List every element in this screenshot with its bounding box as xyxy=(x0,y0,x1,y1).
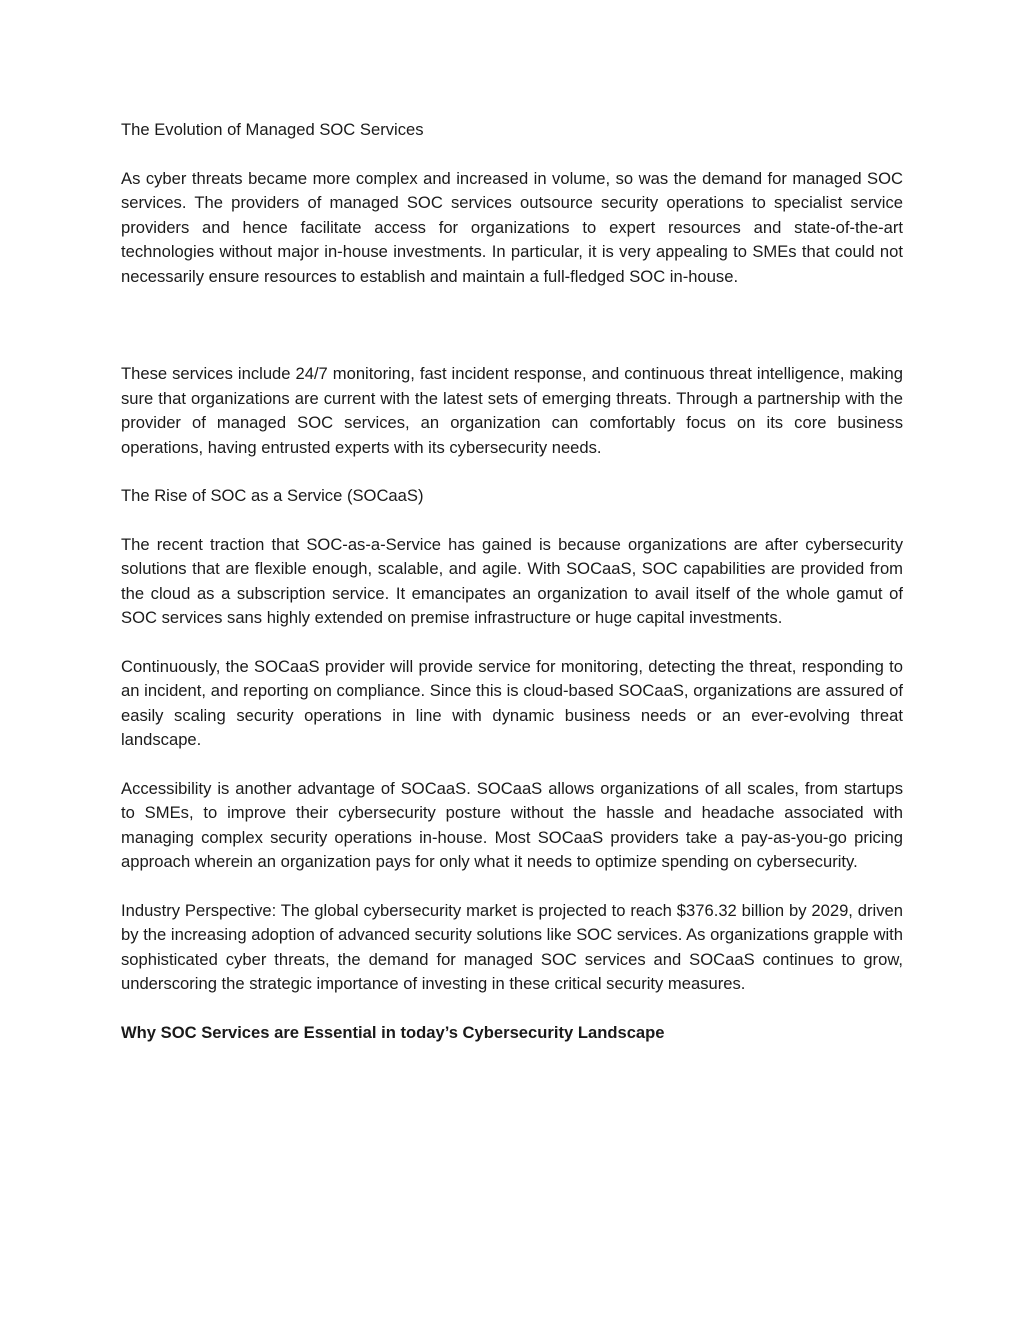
document-page xyxy=(121,118,903,1045)
paragraph-socaas-3: Accessibility is another advantage of SOCaaS. SOCaaS allows organizations of all scales, from startups to SMEs, to improve their cybersecurity posture without the hassle and headache associated with managing complex security operations in-house. Most SOCaaS providers take a pay-as-you-go pricing approach wherein an organization pays for only what it needs to optimize spending on cybersecurity. xyxy=(121,778,903,871)
section-heading-why-soc: Why SOC Services are Essential in today’s Cybersecurity Landscape xyxy=(121,1022,665,1042)
paragraph-evolution-2: These services include 24/7 monitoring, fast incident response, and continuous threat intelligence, making sure that organizations are current with the latest sets of emerging threats. Through a partnership with the provider of managed SOC services, an organization can comfortably focus on its core business operations, having entrusted experts with its cybersecurity needs. xyxy=(121,364,903,457)
section-heading-socaas: The Rise of SOC as a Service (SOCaaS) xyxy=(121,486,424,505)
paragraph-industry-perspective: Industry Perspective: The global cybersecurity market is projected to reach $376.32 billion by 2029, driven by the increasing adoption of advanced security solutions like SOC services. As organizations grapple with sophisticated cyber threats, the demand for managed SOC services and SOCaaS continues to grow, underscoring the strategic importance of investing in these critical security measures. xyxy=(121,900,903,993)
paragraph-socaas-2: Continuously, the SOCaaS provider will provide service for monitoring, detecting the threat, responding to an incident, and reporting on compliance. Since this is cloud-based SOCaaS, organizations are assured of easily scaling security operations in line with dynamic business needs or an ever-evolving threat landscape. xyxy=(121,656,903,749)
paragraph-evolution-1: As cyber threats became more complex and increased in volume, so was the demand for managed SOC services. The providers of managed SOC services outsource security operations to specialist service providers and hence facilitate access for organizations to expert resources and state-of-the-art technologies without major in-house investments. In particular, it is very appealing to SMEs that could not necessarily ensure resources to establish and maintain a full-fledged SOC in-house. xyxy=(121,168,903,286)
section-heading-evolution: The Evolution of Managed SOC Services xyxy=(121,120,424,139)
paragraph-socaas-1: The recent traction that SOC-as-a-Service has gained is because organizations are after cybersecurity solutions that are flexible enough, scalable, and agile. With SOCaaS, SOC capabilities are provided from the cloud as a subscription service. It emancipates an organization to avail itself of the whole gamut of SOC services sans highly extended on premise infrastructure or huge capital investments. xyxy=(121,534,903,627)
